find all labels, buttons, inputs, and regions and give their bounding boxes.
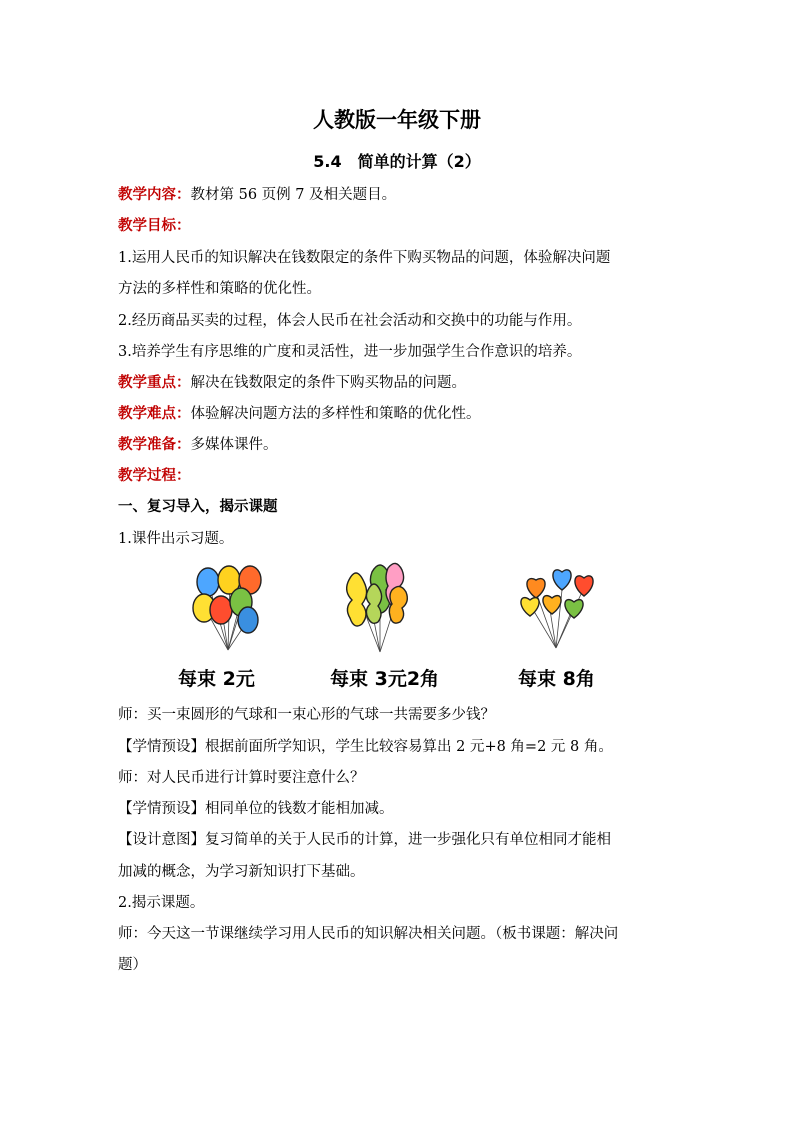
difficulty-text: 体验解决问题方法的多样性和策略的优化性。 [190,406,481,422]
heart-balloons-image [518,560,598,658]
design-intent-a: 【设计意图】复习简单的关于人民币的计算，进一步强化只有单位相同才能相 [118,832,611,848]
goal-3: 3.培养学生有序思维的广度和灵活性，进一步加强学生合作意识的培养。 [118,344,582,360]
prep-label: 教学准备： [118,437,191,453]
content-text: 教材第 56 页例 7 及相关题目。 [190,187,397,203]
prediction-2: 【学情预设】相同单位的钱数才能相加减。 [118,801,394,817]
price-label-long: 每束 3元2角 [330,668,440,690]
prediction-1: 【学情预设】根据前面所学知识，学生比较容易算出 2 元+8 角=2 元 8 角。 [118,739,613,755]
prep-line [118,435,678,455]
difficulty-line [118,404,678,424]
question-3b: 题） [118,957,147,973]
step-1: 1.课件出示习题。 [118,531,234,547]
goal-1a: 1.运用人民币的知识解决在钱数限定的条件下购买物品的问题，体验解决问题 [118,250,611,266]
goal-1b: 方法的多样性和策略的优化性。 [118,281,321,297]
question-2: 师：对人民币进行计算时要注意什么？ [118,770,365,786]
question-3a: 师：今天这一节课继续学习用人民币的知识解决相关问题。（板书课题：解决问 [118,926,619,942]
round-balloons-image [188,560,268,658]
lesson-subtitle: 5.4 简单的计算（2） [313,152,481,171]
key-text: 解决在钱数限定的条件下购买物品的问题。 [190,375,466,391]
question-1: 师：买一束圆形的气球和一束心形的气球一共需要多少钱？ [118,707,495,723]
long-balloons-image [342,560,418,658]
section-1-heading: 一、复习导入，揭示课题 [118,499,278,515]
price-label-round: 每束 2元 [178,668,255,690]
prep-text: 多媒体课件。 [190,437,278,453]
difficulty-label: 教学难点： [118,406,191,422]
goals-label: 教学目标： [118,218,191,234]
page-title: 人教版一年级下册 [313,108,481,132]
content-line [118,185,678,205]
goal-2: 2.经历商品买卖的过程，体会人民币在社会活动和交换中的功能与作用。 [118,313,582,329]
process-label: 教学过程： [118,468,191,484]
key-line [118,373,678,393]
design-intent-b: 加减的概念，为学习新知识打下基础。 [118,864,365,880]
price-label-heart: 每束 8角 [518,668,595,690]
content-label: 教学内容： [118,187,191,203]
key-label: 教学重点： [118,375,191,391]
step-2: 2.揭示课题。 [118,895,205,911]
